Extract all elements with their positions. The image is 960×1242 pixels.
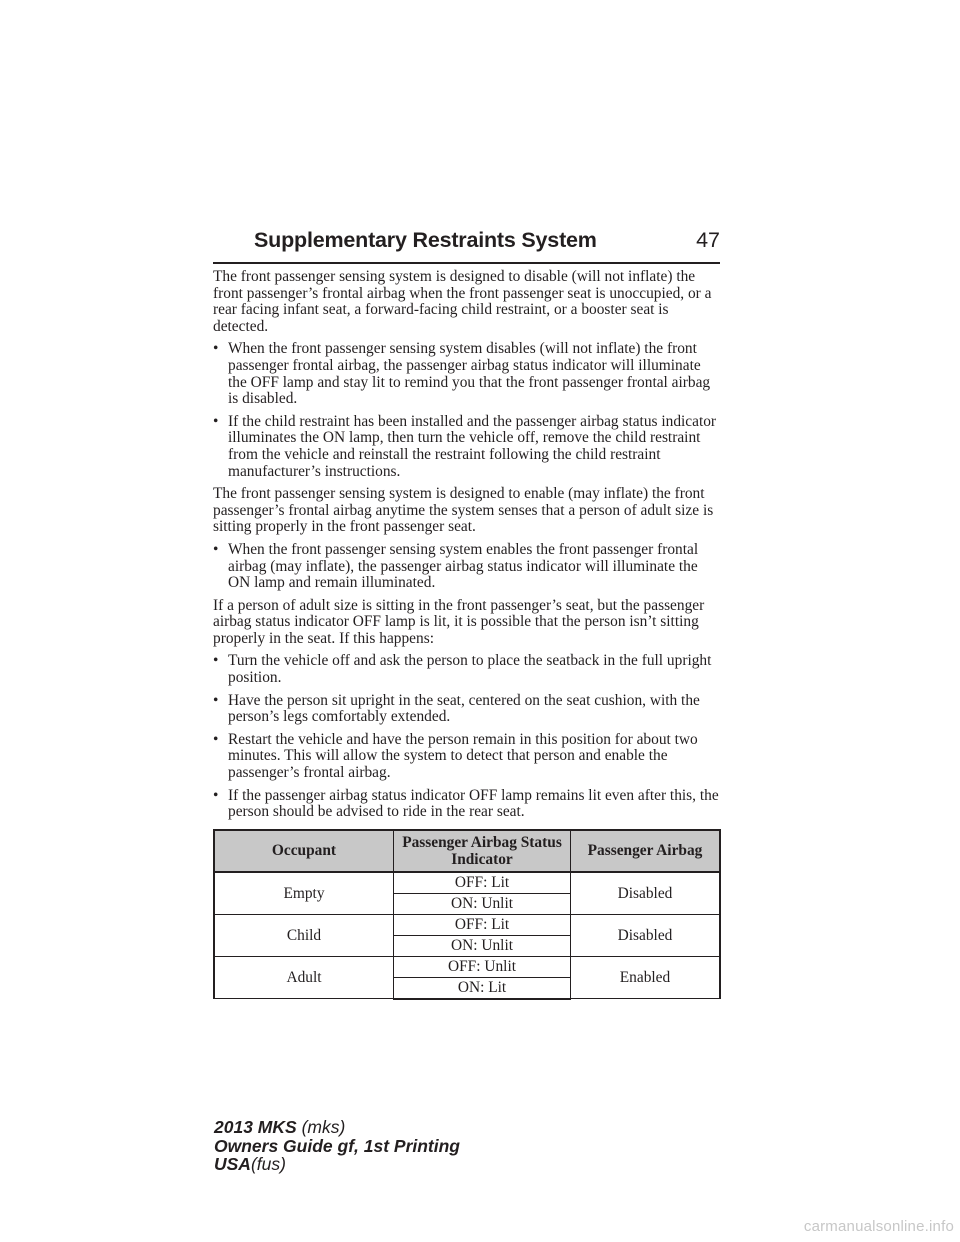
bullet-icon: • <box>213 540 219 558</box>
paragraph: The front passenger sensing system is designed to enable (may inflate) the front passenger’s frontal airbag anytime the system senses that a person of adult size is sitting properly in the front passenger seat. <box>213 485 714 536</box>
footer-guide: Owners Guide gf, 1st Printing <box>214 1135 460 1156</box>
bullet-item <box>213 341 723 407</box>
footer-market-code: (fus) <box>250 1154 286 1174</box>
table-row <box>214 914 720 935</box>
paragraph: If a person of adult size is sitting in the front passenger’s seat, but the passenger airbag status indicator OFF lamp is lit, it is possible that the person isn’t sitting properly in the seat. If this happens: <box>213 596 705 647</box>
header-passenger-airbag: Passenger Airbag <box>571 830 721 872</box>
bullet-icon: • <box>213 652 219 670</box>
table-body <box>214 872 720 999</box>
bullet-text: If the passenger airbag status indicator OFF lamp remains lit even after this, the person should be advised to ride in the rear seat. <box>228 786 719 821</box>
footer-imprint <box>214 1118 460 1174</box>
airbag-state-cell: Disabled <box>571 872 721 915</box>
bullet-item <box>213 693 723 726</box>
bullet-text: Restart the vehicle and have the person remain in this position for about two minutes. This will allow the system to detect that person and enable the passenger’s frontal airbag. <box>228 730 698 782</box>
airbag-status-table <box>213 829 721 1000</box>
indicator-cell: OFF: Lit <box>394 872 571 894</box>
bullet-text: If the child restraint has been installed and the passenger airbag status indicator illuminates the ON lamp, then turn the vehicle off, remove the child restraint from the vehicle and reinstall the restraint following the child restraint manufacturer’s instructions. <box>228 412 717 480</box>
indicator-cell: OFF: Lit <box>394 914 571 935</box>
occupant-cell: Empty <box>214 872 394 915</box>
page-number: 47 <box>696 228 720 252</box>
bullet-text: When the front passenger sensing system disables (will not inflate) the front passenger frontal airbag, the passenger airbag status indicator will illuminate the OFF lamp and stay lit to remind you that the front passenger frontal airbag is disabled. <box>228 340 711 408</box>
footer-market: USA <box>214 1154 251 1174</box>
table-row <box>214 956 720 977</box>
section-title: Supplementary Restraints System <box>254 228 597 252</box>
bullet-text: Turn the vehicle off and ask the person to place the seatback in the full upright position. <box>228 652 712 687</box>
bullet-icon: • <box>213 691 219 709</box>
bullet-item <box>213 732 723 782</box>
indicator-cell: ON: Unlit <box>394 935 571 956</box>
bullet-icon: • <box>213 730 219 748</box>
footer-line-model <box>214 1118 460 1137</box>
airbag-state-cell: Enabled <box>571 956 721 999</box>
page-header <box>213 228 720 264</box>
footer-line-market <box>214 1155 460 1174</box>
occupant-cell: Adult <box>214 956 394 999</box>
bullet-item <box>213 788 723 821</box>
page-body <box>213 269 723 1000</box>
body-text <box>213 269 723 821</box>
airbag-state-cell: Disabled <box>571 914 721 956</box>
indicator-cell: ON: Unlit <box>394 893 571 914</box>
bullet-item <box>213 542 723 592</box>
bullet-icon: • <box>213 412 219 430</box>
footer-model-code: (mks) <box>301 1117 346 1137</box>
footer-line-guide <box>214 1137 460 1156</box>
header-occupant: Occupant <box>214 830 394 872</box>
table-row <box>214 872 720 894</box>
bullet-icon: • <box>213 786 219 804</box>
watermark: carmanualsonline.info <box>803 1218 954 1235</box>
bullet-item <box>213 414 723 480</box>
bullet-item <box>213 653 723 686</box>
bullet-text: Have the person sit upright in the seat, centered on the seat cushion, with the person’s legs comfortably extended. <box>228 691 700 726</box>
occupant-cell: Child <box>214 914 394 956</box>
indicator-cell: OFF: Unlit <box>394 956 571 977</box>
footer-model: 2013 MKS <box>214 1117 297 1137</box>
paragraph: The front passenger sensing system is designed to disable (will not inflate) the front passenger’s frontal airbag when the front passenger seat is unoccupied, or a rear facing infant seat, a forward-facing child restraint, or a booster seat is detected. <box>213 268 712 335</box>
bullet-text: When the front passenger sensing system enables the front passenger frontal airbag (may inflate), the passenger airbag status indicator will illuminate the ON lamp and remain illuminated. <box>228 540 699 592</box>
header-status-indicator: Passenger Airbag Status Indicator <box>394 830 571 872</box>
bullet-icon: • <box>213 340 219 358</box>
table-header-row <box>214 830 720 872</box>
indicator-cell: ON: Lit <box>394 977 571 999</box>
